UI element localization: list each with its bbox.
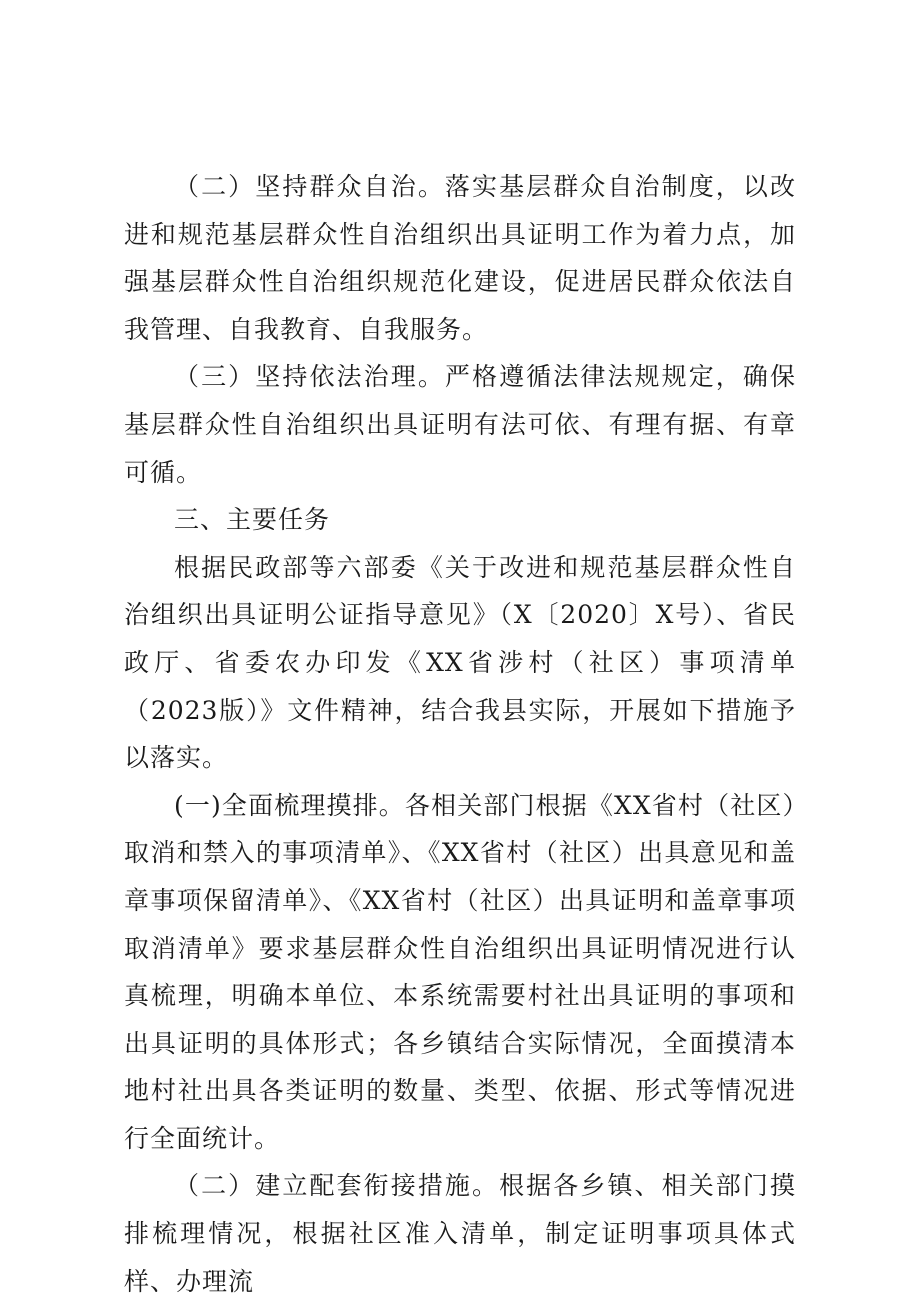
document-page	[124, 163, 796, 1305]
paragraph-task-basis: 根据民政部等六部委《关于改进和规范基层群众性自治组织出具证明公证指导意见》（X〔2020〕X号）、省民政厅、省委农办印发《XX省涉村（社区）事项清单（2023版）》文件精神，结合我县实际，开展如下措施予以落实。	[124, 552, 796, 773]
section-heading-main-tasks: 三、主要任务	[174, 505, 331, 535]
paragraph-task-survey: (一)全面梳理摸排。各相关部门根据《XX省村（社区）取消和禁入的事项清单》、《XX省村（社区）出具意见和盖章事项保留清单》、《XX省村（社区）出具证明和盖章事项取消清单》要求基层群众性自治组织出具证明情况进行认真梳理，明确本单位、本系统需要村社出具证明的事项和出具证明的具体形式；各乡镇结合实际情况，全面摸清本地村社出具各类证明的数量、类型、依据、形式等情况进行全面统计。	[124, 790, 796, 1153]
paragraph-task-measures: （二）建立配套衔接措施。根据各乡镇、相关部门摸排梳理情况，根据社区准入清单，制定证明事项具体式样、办理流	[124, 1171, 796, 1296]
paragraph-principle-self-governance: （二）坚持群众自治。落实基层群众自治制度，以改进和规范基层群众性自治组织出具证明工作为着力点，加强基层群众性自治组织规范化建设，促进居民群众依法自我管理、自我教育、自我服务。	[124, 172, 796, 344]
paragraph-principle-rule-of-law: （三）坚持依法治理。严格遵循法律法规规定，确保基层群众性自治组织出具证明有法可依、有理有据、有章可循。	[124, 362, 796, 487]
